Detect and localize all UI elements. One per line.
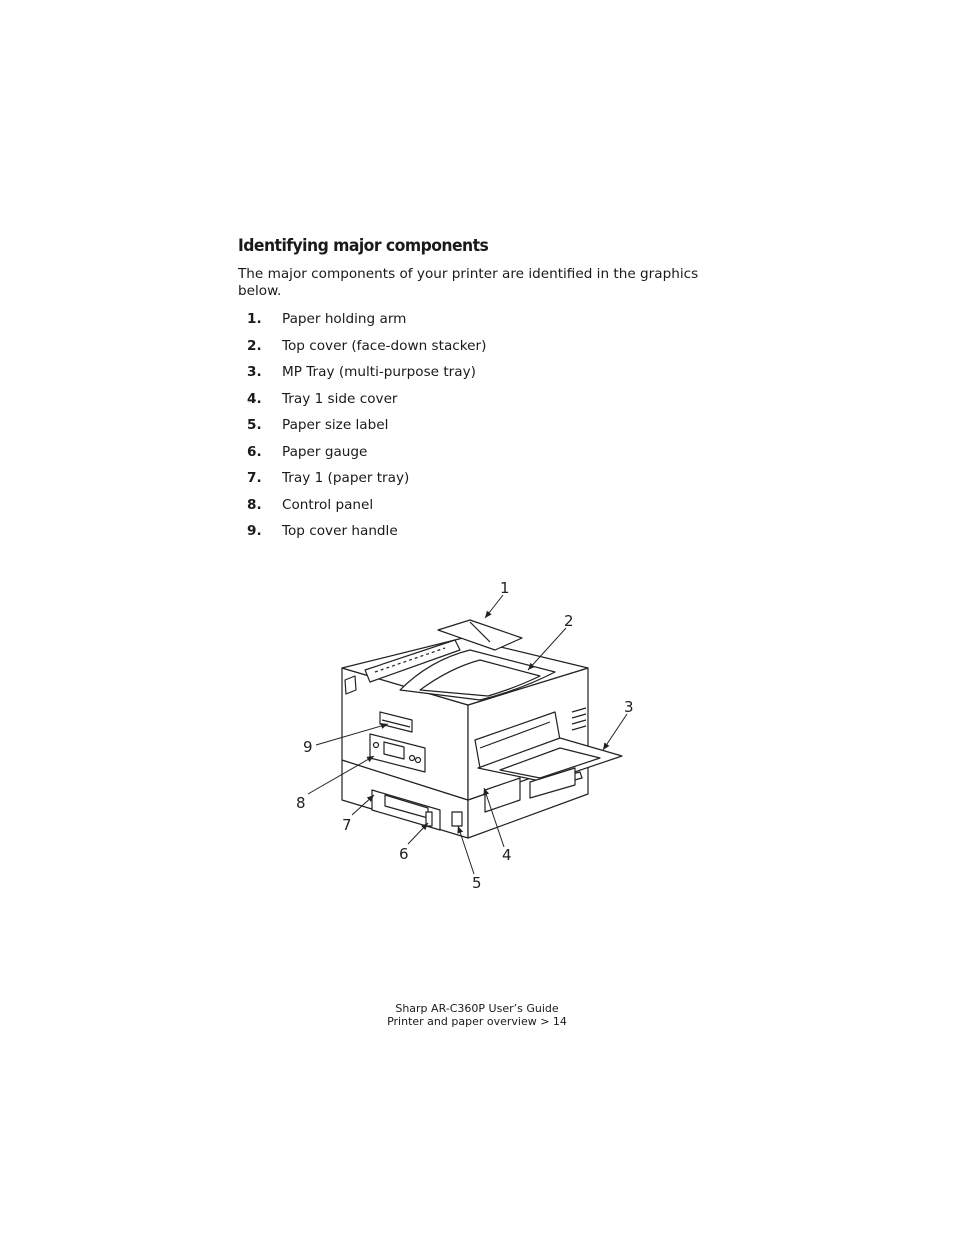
item-label: Top cover handle	[282, 523, 398, 539]
printer-diagram	[290, 575, 650, 895]
item-number: 9.	[247, 523, 262, 539]
item-number: 6.	[247, 443, 262, 460]
item-number: 1.	[247, 311, 262, 327]
section-heading: Identifying major components	[238, 236, 489, 256]
callout-4: 4	[502, 846, 512, 864]
item-label: Tray 1 side cover	[282, 390, 398, 407]
item-label: Paper gauge	[282, 443, 368, 460]
callout-1: 1	[500, 579, 510, 597]
callout-9: 9	[303, 738, 313, 756]
callout-2: 2	[564, 612, 574, 630]
callout-8: 8	[296, 794, 306, 812]
callout-5: 5	[472, 874, 482, 892]
item-number: 8.	[247, 496, 262, 513]
item-number: 7.	[247, 470, 262, 486]
callout-7: 7	[342, 816, 352, 834]
item-label: Top cover (face-down stacker)	[282, 337, 487, 354]
item-number: 4.	[247, 390, 262, 407]
footer-page-info: Printer and paper overview > 14	[387, 1015, 567, 1028]
item-number: 3.	[247, 364, 262, 380]
callout-3: 3	[624, 698, 634, 716]
item-label: MP Tray (multi-purpose tray)	[282, 364, 476, 380]
printer-illustration	[342, 620, 622, 838]
item-label: Control panel	[282, 496, 374, 513]
item-label: Paper size label	[282, 417, 389, 433]
item-number: 2.	[247, 337, 262, 354]
item-label: Tray 1 (paper tray)	[282, 470, 410, 486]
page-footer	[0, 1002, 954, 1028]
intro-paragraph: The major components of your printer are identified in the graphics below.	[238, 266, 699, 299]
callout-6: 6	[399, 845, 409, 863]
item-number: 5.	[247, 417, 262, 433]
footer-guide-title: Sharp AR-C360P User’s Guide	[395, 1002, 559, 1015]
item-label: Paper holding arm	[282, 311, 407, 327]
